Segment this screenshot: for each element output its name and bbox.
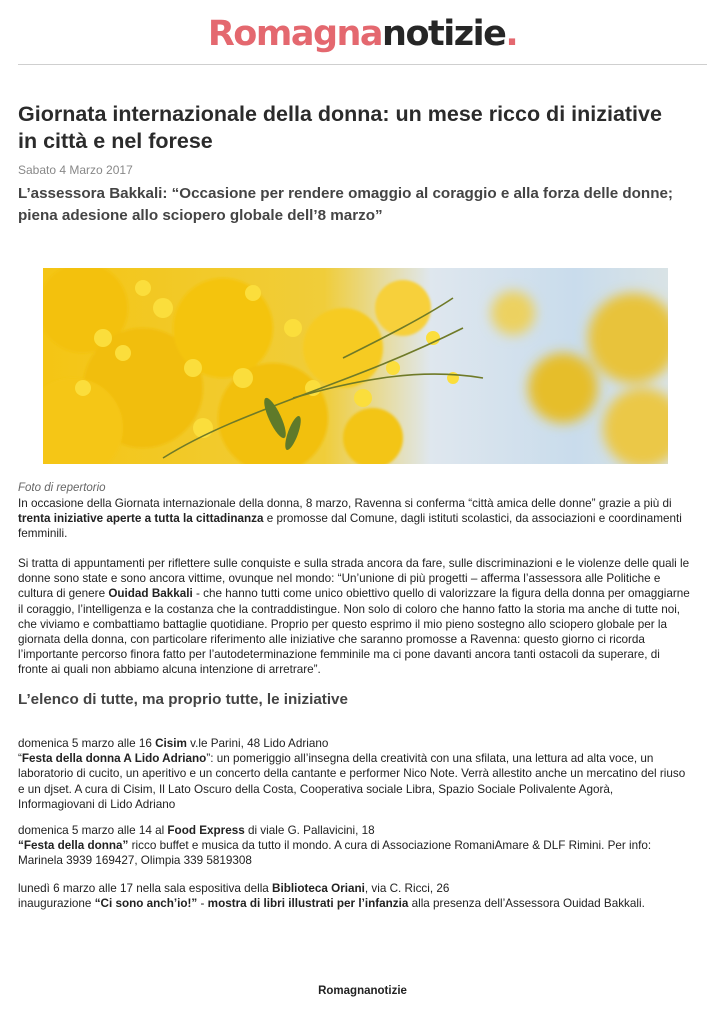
logo-part-notizie: notizie (382, 14, 506, 54)
event-item (18, 881, 690, 911)
events-heading: L’elenco di tutte, ma proprio tutte, le iniziative (18, 691, 348, 708)
article-photo-mimosa (43, 268, 668, 464)
header-divider (18, 64, 707, 65)
logo-dot: . (505, 14, 518, 54)
event-description: “Festa della donna A Lido Adriano”: un pomeriggio all’insegna della creatività con una sfilata, una lettura ad alta voce, un laboratorio di cucito, un aperitivo e un concerto della cantante e performer Nico Note. Verrà allestito anche un mercatino del riuso e un djset. A cura di Cisim, Il Lato Oscuro della Costa, Cooperativa sociale Libra, Spazio Sociale Polivalente Agorà, Informagiovani di Lido Adriano (18, 752, 686, 811)
event-when-where: domenica 5 marzo alle 14 al Food Express di viale G. Pallavicini, 18 (18, 824, 375, 837)
photo-caption: Foto di repertorio (18, 482, 106, 494)
article-subtitle: L’assessora Bakkali: “Occasione per rendere omaggio al coraggio e alla forza delle donne; piena adesione allo sciopero globale dell’8 marzo” (18, 185, 673, 224)
event-when-where: domenica 5 marzo alle 16 Cisim v.le Parini, 48 Lido Adriano (18, 737, 329, 750)
quote-paragraph: Si tratta di appuntamenti per riflettere sulle conquiste e sulla strada ancora da fare, sulle discriminazioni e le violenze delle quali le donne sono state e sono ancora vittime, ovunque nel mondo: “Un’unione di più progetti – afferma l’assessora alle Politiche e cultura di genere Ouidad Bakkali - che hanno tutti come unico obiettivo quello di valorizzare la figura della donna per omaggiarne il coraggio, l’intelligenza e la costanza che la contraddistingue. Non solo di coloro che hanno fatto la storia ma anche di tutte noi, che viviamo e combattiamo battaglie quotidiane. Proprio per questo esprimo il mio pieno sostegno allo sciopero globale per la giornata della donna, con particolare riferimento alle iniziative che saranno promosse a Ravenna: questo giorno ci ricorda l’importante percorso finora fatto per l’autodeterminazione femminile ma ci pone davanti ancora tanti ostacoli da superare, di fronte ai quali non abbiamo alcuna intenzione di arretrare”. (18, 557, 690, 677)
event-description: inaugurazione “Ci sono anch’io!” - mostra di libri illustrati per l’infanzia alla presenza dell’Assessora Ouidad Bakkali. (18, 897, 645, 911)
intro-highlight: trenta iniziative aperte a tutta la cittadinanza (18, 512, 264, 526)
article-date: Sabato 4 Marzo 2017 (18, 163, 133, 177)
event-item (18, 823, 690, 869)
assessor-name: Ouidad Bakkali (108, 587, 193, 601)
logo-part-romagna: Romagna (207, 14, 383, 54)
event-when-where: lunedì 6 marzo alle 17 nella sala espositiva della Biblioteca Oriani, via C. Ricci, 26 (18, 882, 450, 895)
intro-paragraph: In occasione della Giornata internazionale della donna, 8 marzo, Ravenna si conferma “città amica delle donne” grazie a più di trenta iniziative aperte a tutta la cittadinanza e promosse dal Comune, dagli istituti scolastici, da associazioni e coordinamenti femminili. (18, 497, 682, 541)
page-footer: Romagnanotizie (318, 985, 407, 997)
event-description: “Festa della donna” ricco buffet e musica da tutto il mondo. A cura di Associazione RomaniAmare & DLF Rimini. Per info: Marinela 3939 169427, Olimpia 339 5819308 (18, 839, 652, 868)
event-item (18, 736, 690, 812)
article-title: Giornata internazionale della donna: un mese ricco di iniziative in città e nel forese (18, 102, 662, 153)
site-logo[interactable] (0, 12, 725, 56)
